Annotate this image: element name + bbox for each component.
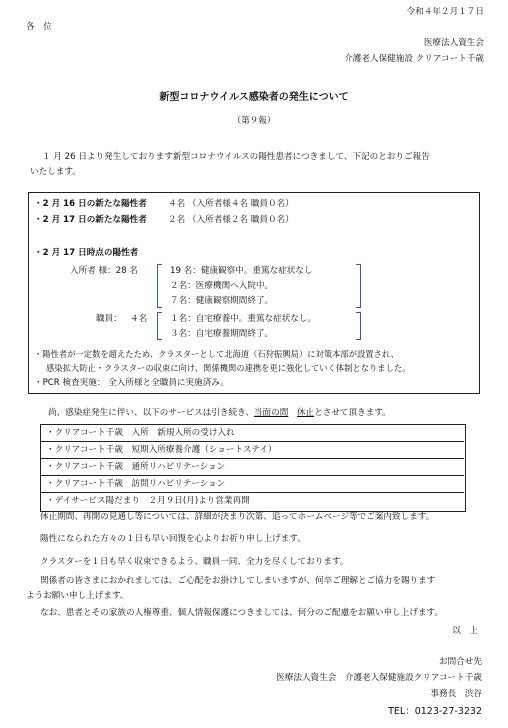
- residents-item-2: ２名：医療機関へ入院中。: [170, 281, 274, 291]
- body-line-2: 陽性になられた方々の１日も早い回復を心よりお祈り申し上げます。: [40, 534, 306, 544]
- closing: 以 上: [452, 626, 478, 636]
- contact-tel: TEL：0123-27-3232: [388, 706, 482, 717]
- new-cases-0217-detail: ２名 （入所者様２名 職員０名）: [168, 215, 294, 225]
- residents-item-3: ７名：健康観察期間終了。: [170, 296, 274, 306]
- residents-count: 入所者 様：28 名: [70, 266, 138, 276]
- new-cases-0216-detail: ４名 （入所者様４名 職員０名）: [168, 199, 294, 209]
- pcr-note: ・PCR 検査実施： 全入所様と全職員に実施済み。: [34, 378, 230, 388]
- intro-line-1: １ 月 26 日より発生しております新型コロナウイルスの陽性患者につきまして、下記のとおりご報告: [42, 152, 430, 162]
- contact-person: 事務長 渋谷: [430, 689, 482, 699]
- services-intro: [48, 408, 391, 419]
- body-line-3: クラスターを１日も早く収束できるよう、職員一同、全力を尽くしております。: [40, 557, 349, 567]
- page-title: 新型コロナウイルス感染者の発生について: [159, 92, 349, 103]
- addressee: 各 位: [26, 22, 52, 32]
- body-line-1: 休止期間、再開の見通し等については、詳細が決まり次第、追ってホームページ等でご案内致します。: [40, 512, 435, 522]
- cluster-note-1: ・陽性者が一定数を超えたため、クラスターとして北海道（石狩振興局）に対策本部が設置され、: [34, 349, 399, 359]
- staff-bracket-right: [356, 312, 361, 340]
- services-intro-suspension: 休止: [296, 408, 315, 418]
- service-item-3: ・クリアコート千歳 通所リハビリテーション: [46, 462, 226, 472]
- staff-label: 職員：: [96, 314, 122, 324]
- sender-facility: 介護老人保健施設 クリアコート千歳: [344, 54, 484, 64]
- service-item-5: ・デイサービス陽だまり ２月９日(月)より営業再開: [46, 496, 250, 506]
- body-line-5: ようお願い申し上げます。: [26, 591, 129, 601]
- contact-label: お問合せ先: [439, 657, 482, 667]
- body-line-4: 関係者の皆さまにおかれましては、ご心配をお掛けしてしまいますが、何卒ご理解とご協力を賜ります: [40, 576, 436, 586]
- cluster-note-2: 感染拡大防止・クラスターの収束に向け、関係機関の連携を更に強化していく体制となりました。: [46, 363, 411, 373]
- document-date: 令和４年２月１７日: [406, 7, 484, 17]
- contact-org: 医療法人資生会 介護老人保健施設クリアコート千歳: [276, 673, 482, 683]
- service-item-1: ・クリアコート千歳 入所 新規入所の受け入れ: [46, 428, 235, 438]
- services-intro-duration: 当面の間: [253, 408, 289, 418]
- intro-line-2: いたします。: [30, 167, 81, 177]
- current-positive-heading: ・2 月 17 日時点の陽性者: [34, 248, 139, 258]
- services-intro-text-b: とさせて頂きます。: [314, 408, 391, 418]
- residents-bracket-left: [157, 264, 162, 308]
- services-intro-text-a: 尚、感染症発生に伴い、以下のサービスは引き続き、: [48, 408, 254, 418]
- residents-bracket-right: [356, 264, 361, 308]
- service-item-2: ・クリアコート千歳 短期入所療養介護（ショートステイ）: [46, 445, 277, 455]
- staff-count: ４名: [130, 314, 148, 324]
- staff-bracket-left: [157, 312, 162, 340]
- residents-item-1: 19 名：健康観察中。重篤な症状なし: [170, 266, 313, 276]
- body-line-6: なお、患者とその家族の人権尊重、個人情報保護につきましては、何分のご配慮をお願い申し上げます。: [40, 608, 444, 618]
- sender-org: 医療法人資生会: [423, 38, 484, 48]
- report-number: （第９報）: [232, 116, 276, 126]
- staff-item-1: １名：自宅療養中。重篤な症状なし。: [170, 314, 317, 324]
- new-cases-0217-label: ・2 月 17 日の新たな陽性者: [34, 215, 147, 225]
- service-item-4: ・クリアコート千歳 訪問リハビリテーション: [46, 479, 226, 489]
- new-cases-0216-label: ・2 月 16 日の新たな陽性者: [34, 199, 147, 209]
- staff-item-2: ３名：自宅療養期間終了。: [170, 329, 274, 339]
